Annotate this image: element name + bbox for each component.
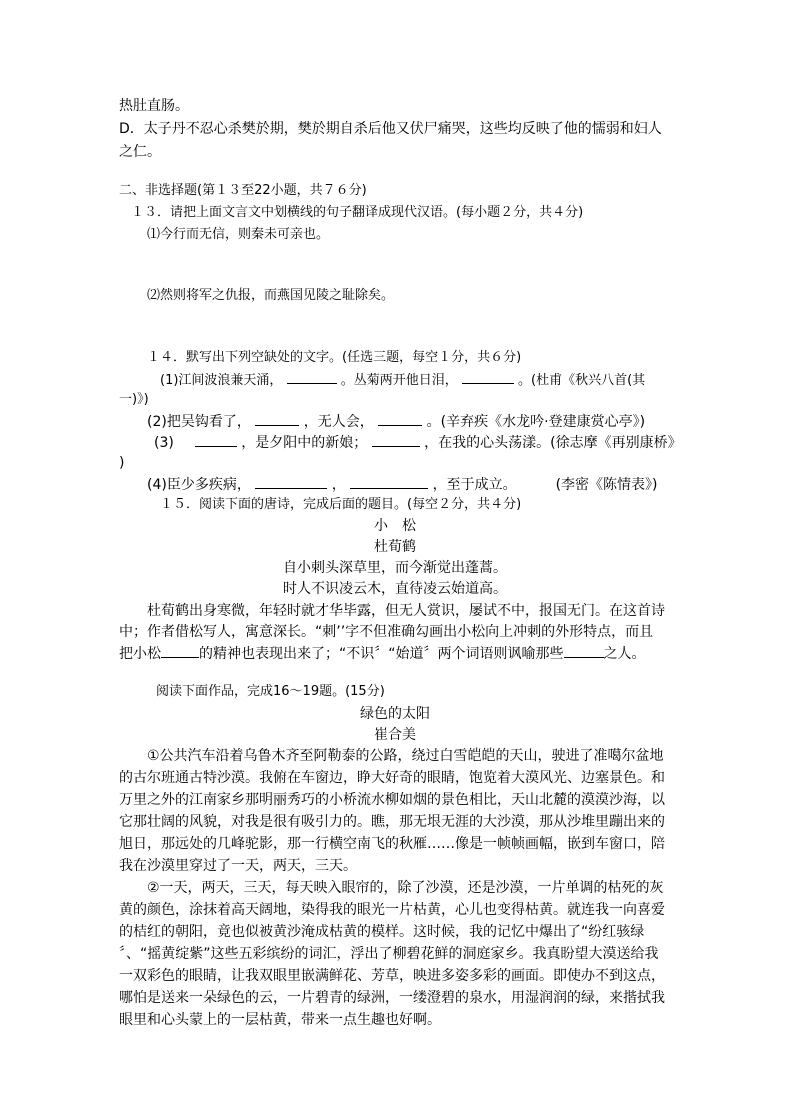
paragraph-line: 的桔红的朝阳，竟也似被黄沙淹成枯黄的模样。这时候，我的记忆中爆出了“纷红骇绿	[119, 924, 645, 940]
paragraph-line: 一双彩色的眼睛，让我双眼里嵌满鲜花、芳草，映进多姿多彩的画面。即使办不到这点，	[119, 968, 665, 984]
blank	[564, 643, 604, 658]
poem-title: 小 松	[374, 518, 416, 534]
q13-stem: １３．请把上面文言文中划横线的句子翻译成现代汉语。(每小题２分，共４分)	[131, 205, 584, 220]
paragraph-line: ①公共汽车沿着乌鲁木齐至阿勒泰的公路，绕过白雪皑皑的天山，驶进了准噶尔盆地	[147, 748, 664, 764]
article-title: 绿色的太阳	[360, 706, 430, 722]
paragraph-line: 旭日，那远处的几峰驼影，那一行横空南飞的秋雁……像是一帧帧画幅，嵌到车窗口，陪	[119, 836, 665, 852]
analysis-line: 中；作者借松写人，寓意深长。“刺’’字不但准确勾画出小松向上冲刺的外形特点，而且	[119, 624, 654, 640]
blank	[378, 411, 422, 426]
blank	[195, 432, 237, 447]
paragraph-line: 眼里和心头蒙上的一层枯黄，带来一点生趣也好啊。	[119, 1012, 441, 1028]
q14-item3-cont: )	[119, 455, 125, 471]
blank	[255, 411, 299, 426]
blank	[287, 369, 337, 384]
paragraph-line: ②一天，两天，三天，每天映入眼帘的，除了沙漠，还是沙漠，一片单调的枯死的灰	[147, 880, 664, 896]
blank	[350, 474, 428, 489]
paragraph-line: 〞、“摇黄绽紫”这些五彩缤纷的词汇，浮出了柳碧花鲜的洞庭家乡。我真盼望大漠送给我	[119, 946, 659, 962]
blank	[372, 432, 420, 447]
blank	[161, 643, 199, 658]
paragraph-line: 哪怕是送来一朵绿色的云，一片碧青的绿洲，一缕澄碧的泉水，用湿润润的绿，来揩拭我	[119, 990, 665, 1006]
mc-continuation-line: 热肚直肠。	[119, 98, 189, 114]
option-d-line: 之仁。	[119, 144, 161, 160]
analysis-line: 杜荀鹤出身寒微，年轻时就才华毕露，但无人赏识，屡试不中，报国无门。在这首诗	[147, 603, 665, 619]
paragraph-line: 万里之外的江南家乡那明丽秀巧的小桥流水柳如烟的景色相比，天山北麓的漠漠沙海，以	[119, 792, 665, 808]
q13-item1: ⑴今行而无信，则秦未可亲也。	[147, 227, 330, 242]
article-author: 崔合美	[374, 727, 416, 743]
q14-item1: (1)江间波浪兼天涌， 。丛菊两开他日泪， 。(杜甫《秋兴八首(其	[160, 369, 645, 389]
reading-intro: 阅读下面作品，完成16～19题。(15分)	[156, 684, 385, 699]
q14-item2: (2)把吴钩看了， ，无人会， 。(辛弃疾《水龙吟·登建康赏心亭》)	[147, 411, 645, 431]
poem-author: 杜荀鹤	[374, 539, 416, 555]
paragraph-line: 的古尔班通古特沙漠。我俯在车窗边，睁大好奇的眼睛，饱览着大漠风光、边塞景色。和	[119, 770, 665, 786]
q14-item3: (3) ，是夕阳中的新娘； ，在我的心头荡漾。(徐志摩《再别康桥》	[154, 432, 682, 452]
paragraph-line: 我在沙漠里穿过了一天，两天，三天。	[119, 858, 357, 874]
poem-line: 自小刺头深草里，而今渐觉出蓬蒿。	[283, 560, 507, 576]
q15-stem: １５．阅读下面的唐诗，完成后面的题目。(每空２分，共４分)	[160, 497, 522, 512]
poem-line: 时人不识凌云木，直待凌云始道高。	[283, 581, 507, 597]
analysis-line: 把小松 的精神也表现出来了；“不识〞“始道〞两个词语则讽喻那些 之人。	[119, 643, 646, 663]
q14-item4: (4)臣少多疾病， ， ，至于成立。 (李密《陈情表》)	[147, 474, 658, 494]
paragraph-line: 它那壮阔的风貌，对我是很有吸引力的。瞧，那无垠无涯的大沙漠，那从沙堆里蹦出来的	[119, 814, 665, 830]
q13-item2: ⑵然则将军之仇报，而燕国见陵之耻除矣。	[147, 288, 395, 303]
blank	[462, 369, 514, 384]
option-d-line: D．太子丹不忍心杀樊於期，樊於期自杀后他又伏尸痛哭，这些均反映了他的懦弱和妇人	[119, 121, 662, 137]
q14-item1-cont: 一)》)	[119, 392, 149, 407]
q14-stem: １４．默写出下列空缺处的文字。(任选三题，每空１分，共６分)	[147, 350, 522, 365]
section-heading: 二、非选择题(第１３至22小题，共７６分)	[119, 183, 367, 198]
blank	[255, 474, 327, 489]
paragraph-line: 黄的颜色，涂抹着高天阔地，染得我的眼光一片枯黄，心儿也变得枯黄。就连我一向喜爱	[119, 902, 665, 918]
